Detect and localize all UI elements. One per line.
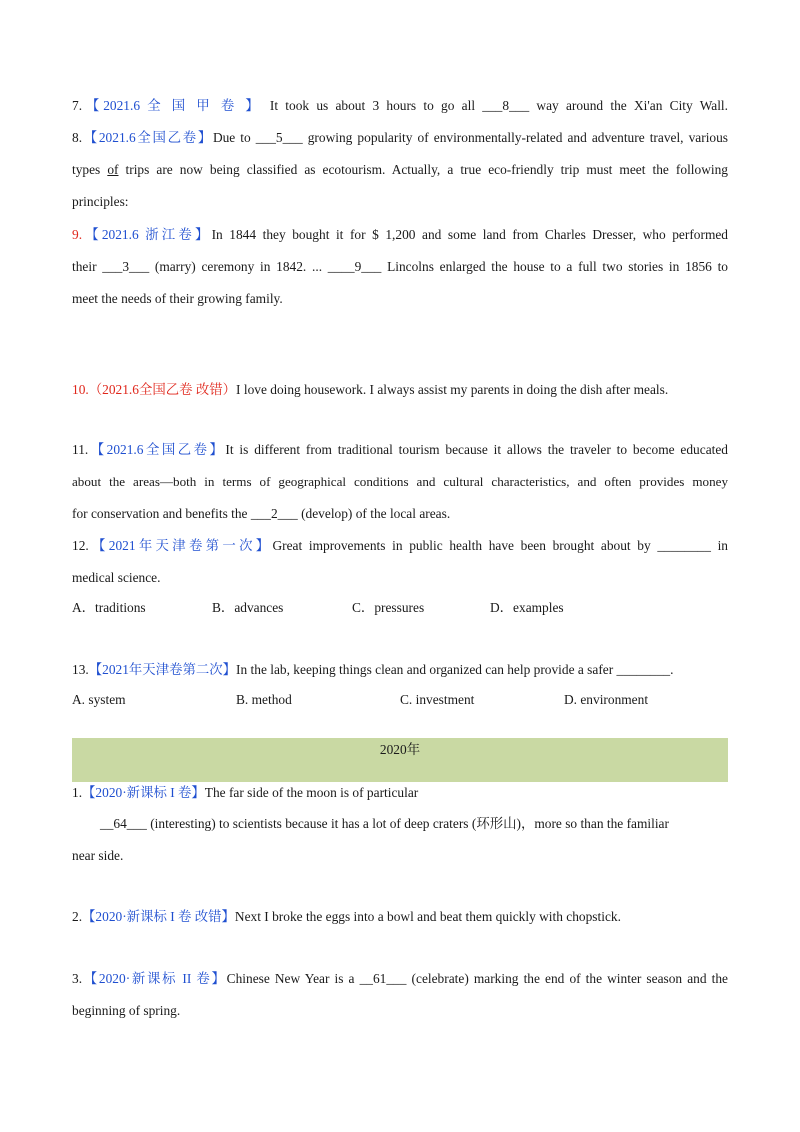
q9-line2-c: Lincolns enlarged the house to a full two stories in 1856 to <box>381 259 728 274</box>
q9-line2-b: (marry) ceremony in 1842. ... <box>149 259 328 274</box>
p3-text-b: (celebrate) marking the end of the winter season and the <box>406 971 728 986</box>
q9-number: 9. <box>72 227 83 242</box>
q12-text-b: in <box>710 538 728 553</box>
q9-blank-9: ____9___ <box>327 259 382 274</box>
section-title: 2020年 <box>379 742 421 757</box>
q10-number: 10. <box>72 382 89 397</box>
q10-line <box>72 380 728 400</box>
q12-source: 【2021年天津卷第一次】 <box>88 538 273 553</box>
q12-number: 12. <box>72 538 89 553</box>
q13-option-b: B. method <box>236 692 292 707</box>
p1-blank: __64___ <box>100 816 147 831</box>
p2-source: 【2020·新课标 I 卷 改错】 <box>82 909 235 924</box>
q8-line2-a: types <box>72 162 108 177</box>
q12-option-c: C．pressures <box>352 600 425 615</box>
q8-text-a: Due to <box>212 130 256 145</box>
q7-source: 【2021.6 全 国 甲 卷 】 <box>82 98 263 113</box>
q13-option-c: C. investment <box>400 692 475 707</box>
q12-option-d: D．examples <box>490 600 564 615</box>
q11-line-1 <box>72 440 728 460</box>
p2-text: Next I broke the eggs into a bowl and beat them quickly with chopstick. <box>234 909 621 924</box>
q8-line2-b: trips are now being classified as ecotourism. Actually, a true eco-friendly trip must meet the following <box>118 162 728 177</box>
p1-number: 1. <box>72 785 83 800</box>
p3-blank: __61___ <box>359 971 407 986</box>
q9-line-3: meet the needs of their growing family. <box>72 291 283 306</box>
q13-text-a: In the lab, keeping things clean and organized can help provide a safer <box>236 662 617 677</box>
q8-blank: ___5___ <box>255 130 303 145</box>
p3-source: 【2020·新课标 II 卷】 <box>82 971 227 986</box>
q8-number: 8. <box>72 130 83 145</box>
q7-line <box>72 96 728 116</box>
q13-number: 13. <box>72 662 89 677</box>
p3-line-2: beginning of spring. <box>72 1003 181 1018</box>
q8-line-3: principles: <box>72 194 129 209</box>
p3-line-1 <box>72 969 728 989</box>
p1-line2-b: (interesting) to scientists because it has a lot of deep craters (环形山)，more so than the familiar <box>146 816 669 831</box>
q12-line-2: medical science. <box>72 570 161 585</box>
q8-line-1 <box>72 128 728 148</box>
q13-line-1 <box>72 660 728 680</box>
q9-source: 【2021.6 浙江卷】 <box>82 227 212 242</box>
q9-blank-3: ___3___ <box>102 259 150 274</box>
q11-text-a: It is different from traditional tourism because it allows the traveler to become educated <box>225 442 728 457</box>
q7-text-a: It took us about 3 hours to go all <box>262 98 483 113</box>
q11-number: 11. <box>72 442 89 457</box>
q13-source: 【2021年天津卷第二次】 <box>88 662 237 677</box>
p1-line-2 <box>100 814 728 834</box>
q13-text-b: . <box>670 662 674 677</box>
q12-text-a: Great improvements in public health have been brought about by <box>272 538 658 553</box>
q10-source: （2021.6全国乙卷 改错） <box>88 382 237 397</box>
dollar-sign: $ <box>372 227 379 242</box>
q8-text-b: growing popularity of environmentally-related and adventure travel, various <box>302 130 729 145</box>
q7-number: 7. <box>72 98 83 113</box>
p2-number: 2. <box>72 909 83 924</box>
p1-source: 【2020·新课标 I 卷】 <box>82 785 205 800</box>
q9-text-a: In 1844 they bought it for <box>211 227 373 242</box>
q13-option-d: D. environment <box>564 692 649 707</box>
q11-line3-a: for conservation and benefits the <box>72 506 251 521</box>
q7-blank: ___8___ <box>482 98 530 113</box>
p3-number: 3. <box>72 971 83 986</box>
q12-blank: ________ <box>657 538 711 553</box>
section-header-2020 <box>72 738 728 782</box>
q11-blank: ___2___ <box>250 506 298 521</box>
p3-text-a: Chinese New Year is a <box>226 971 360 986</box>
p1-line-1 <box>72 783 728 803</box>
q11-source: 【2021.6全国乙卷】 <box>88 442 226 457</box>
q8-line-2 <box>72 160 728 180</box>
q9-text-b: 1,200 and some land from Charles Dresser, who performed <box>378 227 728 242</box>
q9-line-1 <box>72 225 728 245</box>
q12-option-a: A．traditions <box>72 600 146 615</box>
q8-underlined-of: of <box>107 162 119 177</box>
q13-blank: ________ <box>616 662 671 677</box>
q9-line-2 <box>72 257 728 277</box>
q8-source: 【2021.6全国乙卷】 <box>82 130 213 145</box>
q13-option-a: A. system <box>72 692 126 707</box>
q12-line-1 <box>72 536 728 556</box>
p1-text-a: The far side of the moon is of particular <box>204 785 419 800</box>
q9-line2-a: their <box>72 259 103 274</box>
p2-line <box>72 907 728 927</box>
p1-line-3: near side. <box>72 848 124 863</box>
q11-line-3 <box>72 504 728 524</box>
q7-text-b: way around the Xi'an City Wall. <box>529 98 728 113</box>
q10-text: I love doing housework. I always assist my parents in doing the dish after meals. <box>236 382 669 397</box>
q12-option-b: B．advances <box>212 600 284 615</box>
q11-line-2: about the areas—both in terms of geographical conditions and cultural characteristics, and often provides money <box>72 474 728 489</box>
q11-line3-b: (develop) of the local areas. <box>297 506 451 521</box>
